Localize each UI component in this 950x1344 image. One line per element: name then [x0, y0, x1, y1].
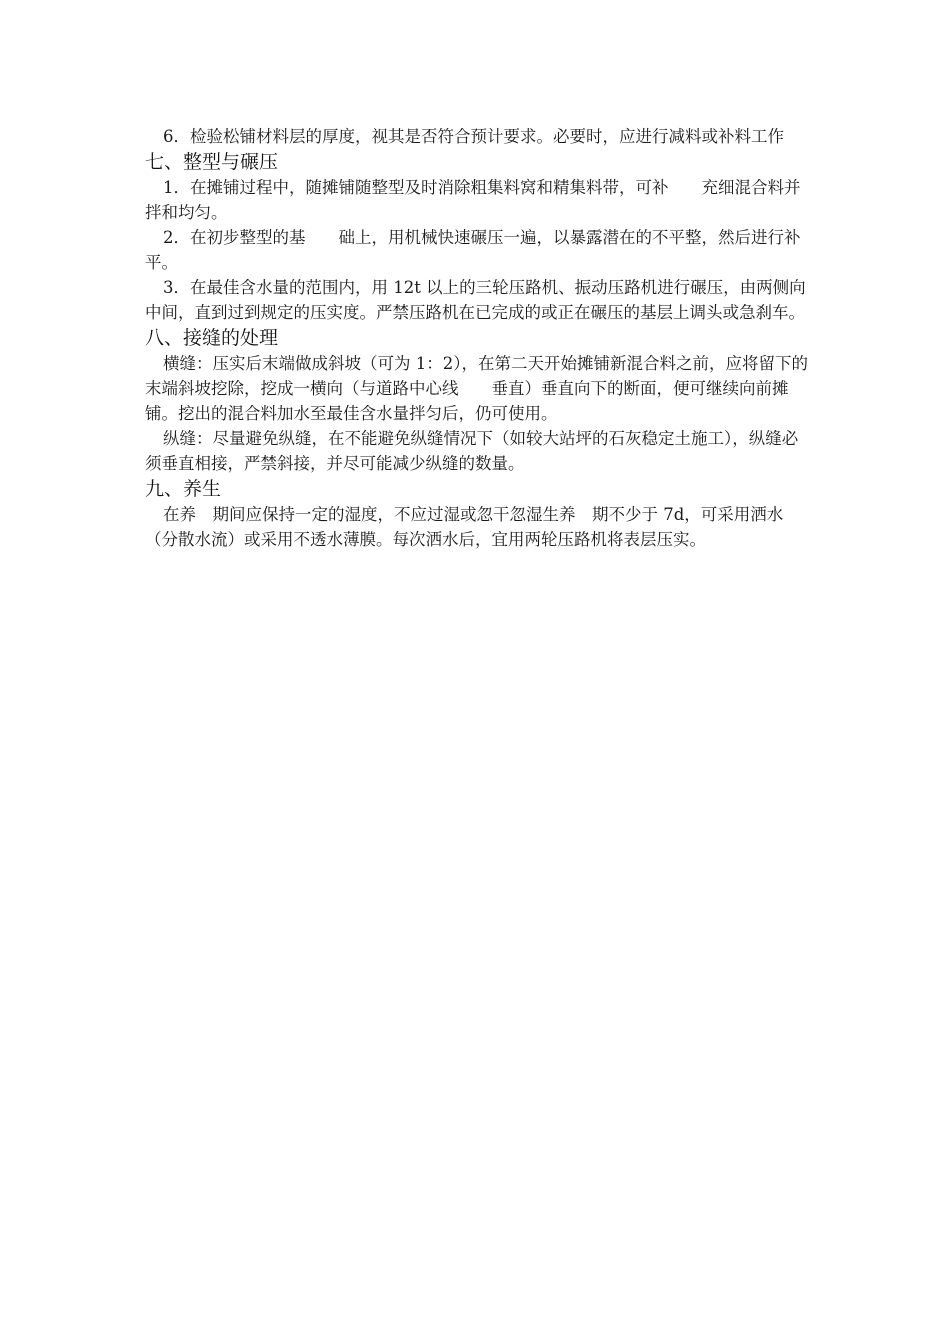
paragraph-7-3: 3．在最佳含水量的范围内，用 12t 以上的三轮压路机、振动压路机进行碾压，由两侧向中间，直到过到规定的压实度。严禁压路机在已完成的或正在碾压的基层上调头或急刹车。 [145, 278, 806, 322]
paragraph-7-2: 2．在初步整型的基 础上，用机械快速碾压一遍，以暴露潜在的不平整，然后进行补平。 [145, 228, 801, 272]
paragraph-8-transverse-joint: 横缝：压实后末端做成斜坡（可为 1：2），在第二天开始摊铺新混合料之前，应将留下的末端斜坡挖除，挖成一横向（与道路中心线 垂直）垂直向下的断面，便可继续向前摊铺。挖出的混合料加水至最佳含水量拌匀后，仍可使用。 [145, 354, 808, 423]
section-heading-7: 七、整型与碾压 [145, 151, 279, 173]
document-body [145, 124, 810, 552]
paragraph-6-check-thickness: 6．检验松铺材料层的厚度，视其是否符合预计要求。必要时，应进行减料或补料工作 [163, 127, 784, 146]
paragraph-9-curing: 在养 期间应保持一定的湿度，不应过湿或忽干忽湿生养 期不少于 7d，可采用洒水（分散水流）或采用不透水薄膜。每次洒水后，宜用两轮压路机将表层压实。 [145, 505, 784, 549]
section-heading-8: 八、接缝的处理 [145, 327, 279, 349]
section-heading-9: 九、养生 [145, 478, 222, 500]
paragraph-7-1: 1．在摊铺过程中，随摊铺随整型及时消除粗集料窝和精集料带，可补 充细混合料并拌和均匀。 [145, 178, 801, 222]
paragraph-8-longitudinal-joint: 纵缝：尽量避免纵缝，在不能避免纵缝情况下（如较大站坪的石灰稳定土施工），纵缝必须垂直相接，严禁斜接，并尽可能减少纵缝的数量。 [145, 429, 799, 473]
